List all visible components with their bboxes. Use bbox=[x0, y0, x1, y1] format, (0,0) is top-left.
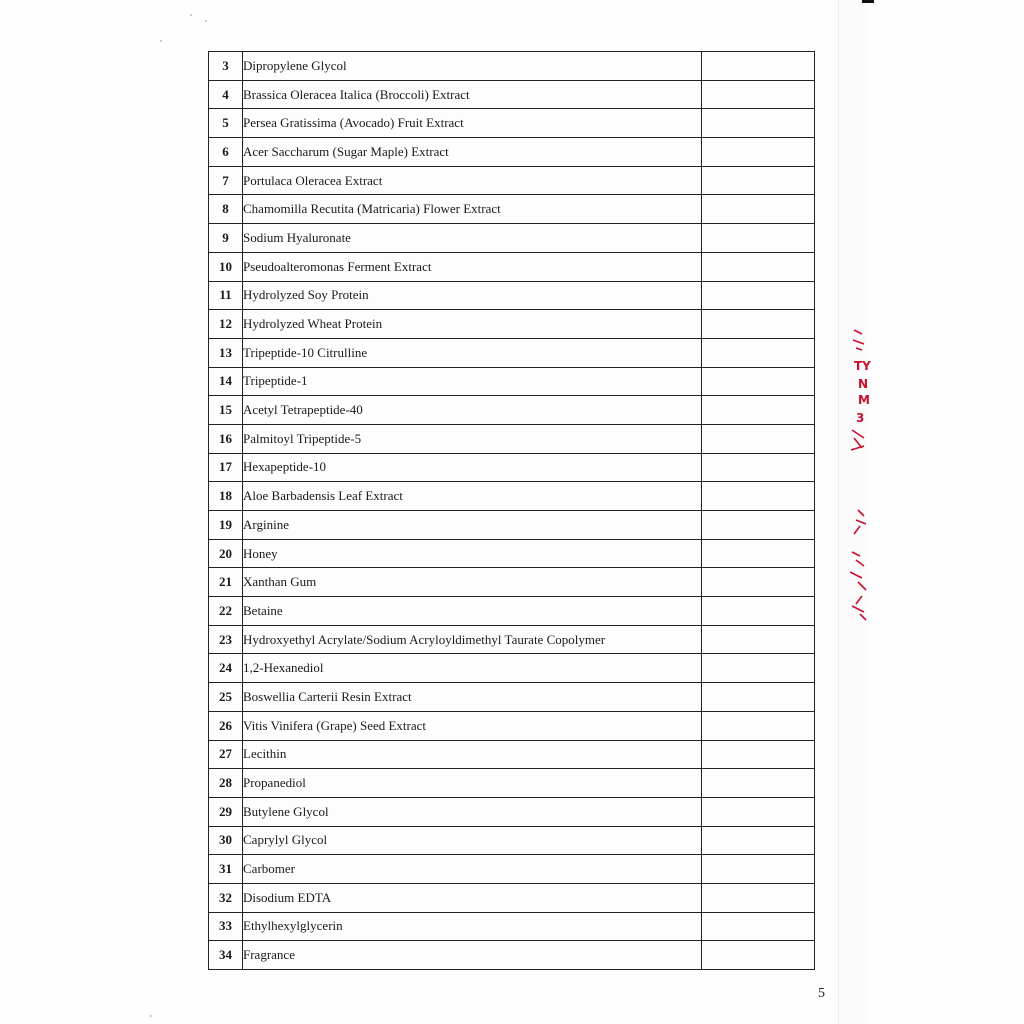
empty-cell bbox=[702, 166, 815, 195]
empty-cell bbox=[702, 482, 815, 511]
table-row bbox=[209, 310, 815, 339]
empty-cell bbox=[702, 338, 815, 367]
company-seal-stamp bbox=[842, 320, 876, 630]
ingredient-name: Brassica Oleracea Italica (Broccoli) Extract bbox=[243, 80, 702, 109]
row-number: 14 bbox=[209, 367, 243, 396]
table-row bbox=[209, 855, 815, 884]
table-row bbox=[209, 80, 815, 109]
empty-cell bbox=[702, 52, 815, 81]
ingredient-name: Acer Saccharum (Sugar Maple) Extract bbox=[243, 138, 702, 167]
ingredient-name: Ethylhexylglycerin bbox=[243, 912, 702, 941]
empty-cell bbox=[702, 138, 815, 167]
row-number: 8 bbox=[209, 195, 243, 224]
table-row bbox=[209, 224, 815, 253]
empty-cell bbox=[702, 568, 815, 597]
seal-text: M bbox=[858, 393, 870, 407]
scan-speck bbox=[150, 1015, 152, 1017]
corner-mark bbox=[862, 0, 874, 3]
row-number: 32 bbox=[209, 883, 243, 912]
empty-cell bbox=[702, 740, 815, 769]
empty-cell bbox=[702, 711, 815, 740]
table-row bbox=[209, 482, 815, 511]
ingredient-name: Pseudoalteromonas Ferment Extract bbox=[243, 252, 702, 281]
table-row bbox=[209, 654, 815, 683]
ingredient-name: Portulaca Oleracea Extract bbox=[243, 166, 702, 195]
seal-text: TY bbox=[854, 359, 871, 373]
empty-cell bbox=[702, 855, 815, 884]
row-number: 30 bbox=[209, 826, 243, 855]
ingredient-name: Chamomilla Recutita (Matricaria) Flower Extract bbox=[243, 195, 702, 224]
ingredient-name: Xanthan Gum bbox=[243, 568, 702, 597]
row-number: 27 bbox=[209, 740, 243, 769]
empty-cell bbox=[702, 252, 815, 281]
row-number: 6 bbox=[209, 138, 243, 167]
empty-cell bbox=[702, 80, 815, 109]
empty-cell bbox=[702, 769, 815, 798]
table-row bbox=[209, 396, 815, 425]
ingredient-name: Arginine bbox=[243, 511, 702, 540]
ingredient-name: Lecithin bbox=[243, 740, 702, 769]
ingredient-name: Honey bbox=[243, 539, 702, 568]
table-row bbox=[209, 539, 815, 568]
table-row bbox=[209, 252, 815, 281]
empty-cell bbox=[702, 683, 815, 712]
ingredient-name: Betaine bbox=[243, 597, 702, 626]
row-number: 31 bbox=[209, 855, 243, 884]
empty-cell bbox=[702, 883, 815, 912]
row-number: 33 bbox=[209, 912, 243, 941]
table-row bbox=[209, 711, 815, 740]
table-row bbox=[209, 367, 815, 396]
ingredient-name: Tripeptide-10 Citrulline bbox=[243, 338, 702, 367]
table-row bbox=[209, 52, 815, 81]
row-number: 5 bbox=[209, 109, 243, 138]
table-row bbox=[209, 769, 815, 798]
table-row bbox=[209, 424, 815, 453]
ingredient-name: Butylene Glycol bbox=[243, 797, 702, 826]
ingredient-name: Palmitoyl Tripeptide-5 bbox=[243, 424, 702, 453]
row-number: 28 bbox=[209, 769, 243, 798]
row-number: 20 bbox=[209, 539, 243, 568]
table-row bbox=[209, 138, 815, 167]
row-number: 4 bbox=[209, 80, 243, 109]
table-row bbox=[209, 166, 815, 195]
empty-cell bbox=[702, 539, 815, 568]
empty-cell bbox=[702, 195, 815, 224]
table-row bbox=[209, 568, 815, 597]
empty-cell bbox=[702, 654, 815, 683]
empty-cell bbox=[702, 912, 815, 941]
table-row bbox=[209, 826, 815, 855]
row-number: 19 bbox=[209, 511, 243, 540]
table-row bbox=[209, 511, 815, 540]
empty-cell bbox=[702, 396, 815, 425]
row-number: 11 bbox=[209, 281, 243, 310]
table-row bbox=[209, 912, 815, 941]
row-number: 22 bbox=[209, 597, 243, 626]
ingredients-table-body bbox=[209, 52, 815, 970]
row-number: 17 bbox=[209, 453, 243, 482]
row-number: 29 bbox=[209, 797, 243, 826]
row-number: 9 bbox=[209, 224, 243, 253]
table-row bbox=[209, 941, 815, 970]
table-row bbox=[209, 883, 815, 912]
scan-speck bbox=[205, 20, 207, 22]
empty-cell bbox=[702, 310, 815, 339]
page-number: 5 bbox=[818, 986, 825, 1001]
ingredient-name: Tripeptide-1 bbox=[243, 367, 702, 396]
row-number: 12 bbox=[209, 310, 243, 339]
table-row bbox=[209, 740, 815, 769]
row-number: 15 bbox=[209, 396, 243, 425]
ingredient-name: Hydrolyzed Wheat Protein bbox=[243, 310, 702, 339]
ingredient-name: Propanediol bbox=[243, 769, 702, 798]
ingredients-table bbox=[208, 51, 815, 970]
scan-speck bbox=[160, 40, 162, 42]
table-row bbox=[209, 453, 815, 482]
ingredient-name: Hydroxyethyl Acrylate/Sodium Acryloyldimethyl Taurate Copolymer bbox=[243, 625, 702, 654]
ingredient-name: Hexapeptide-10 bbox=[243, 453, 702, 482]
table-row bbox=[209, 797, 815, 826]
empty-cell bbox=[702, 597, 815, 626]
empty-cell bbox=[702, 941, 815, 970]
table-row bbox=[209, 625, 815, 654]
empty-cell bbox=[702, 424, 815, 453]
empty-cell bbox=[702, 826, 815, 855]
ingredient-name: Aloe Barbadensis Leaf Extract bbox=[243, 482, 702, 511]
empty-cell bbox=[702, 511, 815, 540]
table-row bbox=[209, 281, 815, 310]
ingredient-name: Fragrance bbox=[243, 941, 702, 970]
row-number: 13 bbox=[209, 338, 243, 367]
empty-cell bbox=[702, 797, 815, 826]
row-number: 21 bbox=[209, 568, 243, 597]
row-number: 26 bbox=[209, 711, 243, 740]
ingredient-name: Sodium Hyaluronate bbox=[243, 224, 702, 253]
row-number: 24 bbox=[209, 654, 243, 683]
row-number: 16 bbox=[209, 424, 243, 453]
table-row bbox=[209, 597, 815, 626]
empty-cell bbox=[702, 224, 815, 253]
ingredient-name: Hydrolyzed Soy Protein bbox=[243, 281, 702, 310]
ingredient-name: Dipropylene Glycol bbox=[243, 52, 702, 81]
seal-text: 3 bbox=[856, 411, 865, 425]
table-row bbox=[209, 338, 815, 367]
ingredient-name: Boswellia Carterii Resin Extract bbox=[243, 683, 702, 712]
table-row bbox=[209, 109, 815, 138]
ingredient-name: Acetyl Tetrapeptide-40 bbox=[243, 396, 702, 425]
scan-speck bbox=[190, 14, 192, 16]
row-number: 25 bbox=[209, 683, 243, 712]
ingredient-name: Carbomer bbox=[243, 855, 702, 884]
empty-cell bbox=[702, 625, 815, 654]
empty-cell bbox=[702, 367, 815, 396]
row-number: 3 bbox=[209, 52, 243, 81]
empty-cell bbox=[702, 281, 815, 310]
row-number: 18 bbox=[209, 482, 243, 511]
ingredient-name: Caprylyl Glycol bbox=[243, 826, 702, 855]
empty-cell bbox=[702, 109, 815, 138]
row-number: 34 bbox=[209, 941, 243, 970]
ingredient-name: Persea Gratissima (Avocado) Fruit Extract bbox=[243, 109, 702, 138]
row-number: 10 bbox=[209, 252, 243, 281]
ingredient-name: Vitis Vinifera (Grape) Seed Extract bbox=[243, 711, 702, 740]
ingredient-name: 1,2-Hexanediol bbox=[243, 654, 702, 683]
row-number: 7 bbox=[209, 166, 243, 195]
row-number: 23 bbox=[209, 625, 243, 654]
empty-cell bbox=[702, 453, 815, 482]
ingredient-name: Disodium EDTA bbox=[243, 883, 702, 912]
table-row bbox=[209, 195, 815, 224]
seal-text: N bbox=[858, 377, 869, 391]
table-row bbox=[209, 683, 815, 712]
